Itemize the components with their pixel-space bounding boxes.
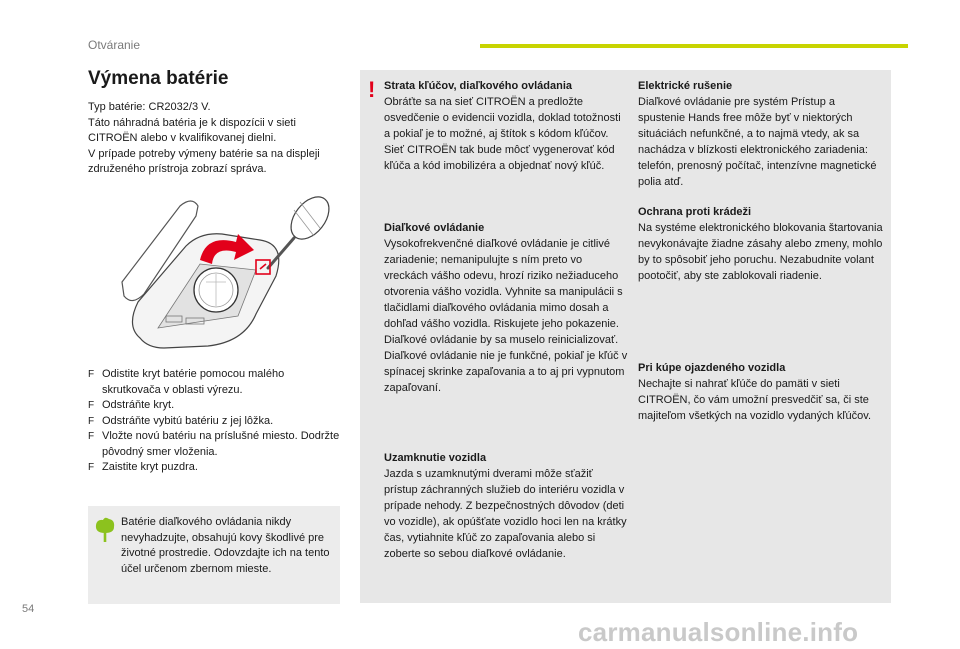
intro-line: CITROËN alebo v kvalifikovanej dielni. [88, 132, 277, 144]
warning-text: Diaľkové ovládanie pre systém Prístup a spustenie Hands free môže byť v niektorých situáciách nefunkčné, a to najmä vtedy, ak sa nachádza v blízkosti elektronického zariadenia: telefón, prenosný počítač, intenzívne magnetické polia atď. [638, 96, 877, 188]
list-item [88, 429, 343, 460]
warning-block [384, 220, 629, 396]
intro-line: Táto náhradná batéria je k dispozícii v sieti [88, 116, 296, 129]
step-text: Zaistite kryt puzdra. [102, 461, 198, 473]
list-item [88, 460, 343, 476]
page-number: 54 [22, 603, 35, 615]
screwdriver-handle-illustration [283, 190, 336, 246]
bullet-icon: F [88, 400, 95, 411]
warning-heading: Elektrické rušenie [638, 80, 733, 92]
intro-line: Typ batérie: CR2032/3 V. [88, 101, 211, 113]
eco-note-box [88, 506, 340, 604]
bullet-icon: F [88, 431, 95, 442]
list-item [88, 367, 343, 398]
page-title: Výmena batérie [88, 68, 229, 89]
bullet-icon: F [88, 462, 95, 473]
header-accent-bar [480, 44, 908, 48]
warning-heading: Ochrana proti krádeži [638, 206, 752, 218]
warning-heading: Strata kľúčov, diaľkového ovládania [384, 80, 572, 92]
bullet-icon: F [88, 415, 95, 427]
watermark: carmanualsonline.info [578, 617, 859, 647]
exclamation-icon: ! [368, 77, 376, 102]
warning-text: Na systéme elektronického blokovania štartovania nevykonávajte žiadne zásahy alebo zmeny, mohlo by to spôsobiť jeho poruchu. Nezabudnite volant pootočiť, aby ste zablokovali riadenie. [638, 222, 883, 282]
warning-text: Nechajte si nahrať kľúče do pamäti v sieti CITROËN, čo vám umožní presvedčiť sa, či ste majiteľom všetkých na vozidlo vydaných kľúčov. [638, 378, 872, 422]
warning-text: Jazda s uzamknutými dverami môže sťažiť prístup záchranných služieb do interiéru vozidla v prípade nehody. Z bezpečnostných dôvodov (deti vo vozidle), ak opúšťate vozidlo hoci len na krátky čas, vytiahnite kľúč zo zapaľovania alebo si zoberte so sebou diaľkové ovládanie. [384, 468, 627, 560]
bullet-icon: F [88, 369, 95, 380]
warning-block [384, 78, 629, 174]
eco-note-text: Batérie diaľkového ovládania nikdy nevyhadzujte, obsahujú kovy škodlivé pre životné prostredie. Odovzdajte ich na tento účel určenom zbernom mieste. [121, 516, 330, 575]
warning-text: Vysokofrekvenčné diaľkové ovládanie je citlivé zariadenie; nemanipulujte s ním preto vo vreckách vášho odevu, hrozí riziko nežiaduceho otvorenia vášho vozidla. Vyhnite sa manipulácii s tlačidlami diaľkového ovládania mimo dosah a dohľad vášho vozidla. Riskujete jeho pokazenie. Diaľkové ovládanie by sa muselo reinicializovať. Diaľkové ovládanie nie je funkčné, pokiaľ je kľúč v spínacej skrinke zapaľovania a to aj pri vypnutom zapaľovaní. [384, 238, 628, 394]
warning-text: Obráťte sa na sieť CITROËN a predložte osvedčenie o evidencii vozidla, doklad totožnosti a pokiaľ je to možné, aj štítok s kódom kľúčov. Sieť CITROËN tak bude môcť vygenerovať kód kľúča a kód imobilizéra a objednať nový kľúč. [384, 96, 621, 172]
list-item [88, 398, 343, 414]
intro-line: združeného prístroja zobrazí správa. [88, 163, 267, 175]
step-text: Vložte novú batériu na príslušné miesto. Dodržte pôvodný smer vloženia. [102, 430, 340, 458]
section-title: Otváranie [88, 38, 141, 52]
intro-line: V prípade potreby výmeny batérie sa na displeji [88, 147, 320, 160]
warning-heading: Diaľkové ovládanie [384, 222, 485, 234]
warning-block [638, 204, 883, 284]
warning-heading: Uzamknutie vozidla [384, 452, 487, 464]
leaf-icon [94, 516, 116, 544]
warning-heading: Pri kúpe ojazdeného vozidla [638, 362, 786, 374]
warning-block [638, 360, 883, 424]
steps-list [88, 367, 343, 476]
step-text: Odstráňte vybitú batériu z jej lôžka. [102, 414, 274, 427]
key-fob-battery-replacement-illustration [88, 190, 338, 360]
step-text: Odstráňte kryt. [102, 399, 175, 411]
intro-text [88, 100, 348, 178]
step-text: Odistite kryt batérie pomocou malého skrutkovača v oblasti výrezu. [102, 368, 285, 396]
list-item [88, 414, 343, 430]
warning-block [638, 78, 883, 190]
warning-block [384, 450, 629, 562]
